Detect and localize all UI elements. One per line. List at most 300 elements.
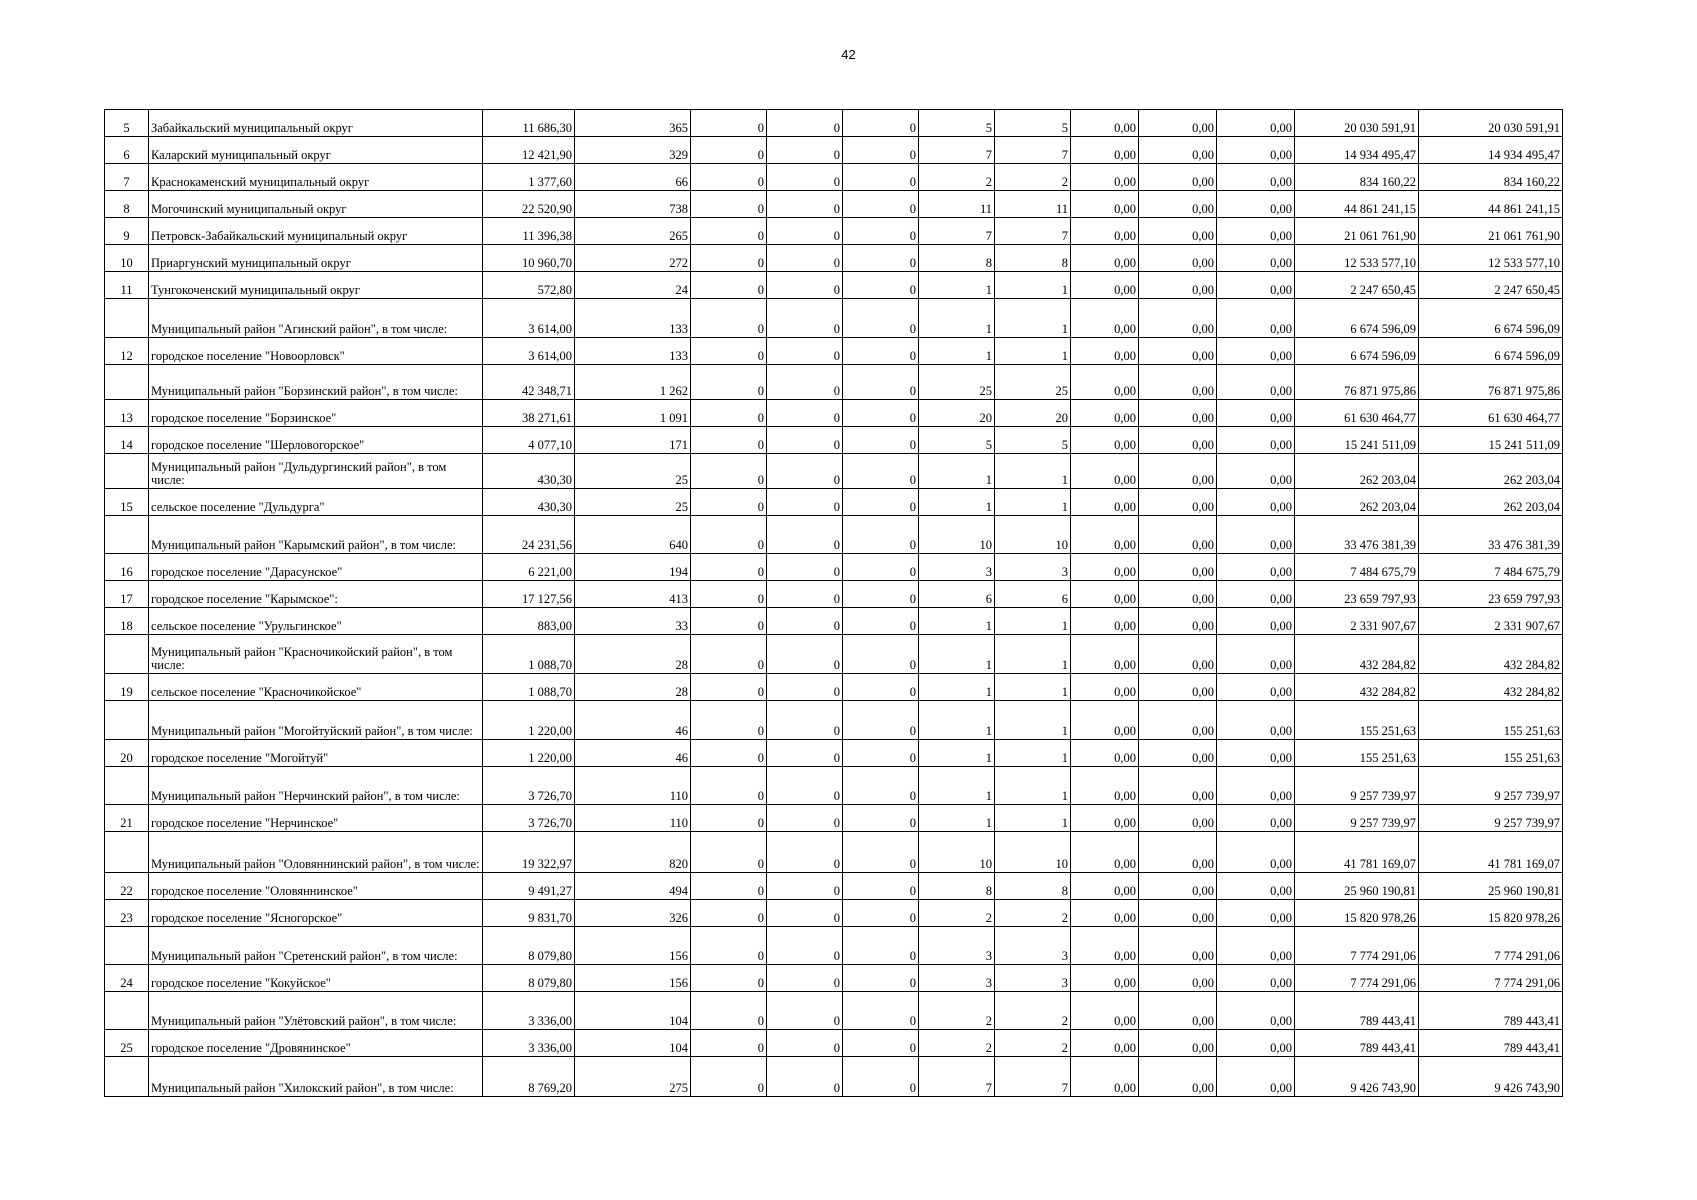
value-cell-6: 1 — [919, 701, 995, 740]
value-cell-7: 1 — [995, 454, 1071, 489]
value-cell-11: 155 251,63 — [1295, 701, 1419, 740]
value-cell-4: 0 — [767, 701, 843, 740]
row-number: 11 — [105, 272, 149, 299]
row-number: 8 — [105, 191, 149, 218]
value-cell-12: 9 426 743,90 — [1419, 1057, 1563, 1097]
value-cell-1: 11 396,38 — [483, 218, 575, 245]
value-cell-11: 20 030 591,91 — [1295, 110, 1419, 137]
value-cell-10: 0,00 — [1217, 299, 1295, 338]
value-cell-8: 0,00 — [1071, 191, 1139, 218]
row-number: 18 — [105, 608, 149, 635]
value-cell-6: 25 — [919, 365, 995, 400]
value-cell-8: 0,00 — [1071, 245, 1139, 272]
value-cell-1: 24 231,56 — [483, 516, 575, 554]
row-number: 10 — [105, 245, 149, 272]
value-cell-3: 0 — [691, 992, 767, 1030]
value-cell-2: 272 — [575, 245, 691, 272]
value-cell-12: 262 203,04 — [1419, 454, 1563, 489]
value-cell-2: 494 — [575, 873, 691, 900]
value-cell-8: 0,00 — [1071, 1030, 1139, 1057]
municipality-name: городское поселение "Дровянинское" — [149, 1030, 483, 1057]
value-cell-9: 0,00 — [1139, 832, 1217, 873]
value-cell-6: 20 — [919, 400, 995, 427]
value-cell-2: 1 262 — [575, 365, 691, 400]
value-cell-7: 8 — [995, 245, 1071, 272]
value-cell-1: 3 726,70 — [483, 767, 575, 805]
row-number: 12 — [105, 338, 149, 365]
value-cell-7: 1 — [995, 272, 1071, 299]
value-cell-3: 0 — [691, 400, 767, 427]
value-cell-3: 0 — [691, 245, 767, 272]
row-number: 21 — [105, 805, 149, 832]
municipality-name: городское поселение "Оловяннинское" — [149, 873, 483, 900]
value-cell-11: 33 476 381,39 — [1295, 516, 1419, 554]
value-cell-7: 1 — [995, 338, 1071, 365]
value-cell-6: 2 — [919, 992, 995, 1030]
row-number: 22 — [105, 873, 149, 900]
value-cell-11: 262 203,04 — [1295, 454, 1419, 489]
value-cell-6: 7 — [919, 137, 995, 164]
table-body — [105, 110, 1563, 1097]
value-cell-9: 0,00 — [1139, 164, 1217, 191]
value-cell-1: 3 614,00 — [483, 299, 575, 338]
value-cell-7: 5 — [995, 110, 1071, 137]
value-cell-8: 0,00 — [1071, 164, 1139, 191]
municipality-name: Могочинский муниципальный округ — [149, 191, 483, 218]
value-cell-5: 0 — [843, 608, 919, 635]
value-cell-8: 0,00 — [1071, 489, 1139, 516]
value-cell-7: 7 — [995, 1057, 1071, 1097]
value-cell-8: 0,00 — [1071, 581, 1139, 608]
value-cell-2: 326 — [575, 900, 691, 927]
municipality-name: Приаргунский муниципальный округ — [149, 245, 483, 272]
value-cell-12: 432 284,82 — [1419, 635, 1563, 674]
value-cell-10: 0,00 — [1217, 674, 1295, 701]
value-cell-4: 0 — [767, 674, 843, 701]
value-cell-10: 0,00 — [1217, 554, 1295, 581]
value-cell-9: 0,00 — [1139, 701, 1217, 740]
value-cell-12: 155 251,63 — [1419, 740, 1563, 767]
value-cell-2: 640 — [575, 516, 691, 554]
row-number — [105, 992, 149, 1030]
value-cell-10: 0,00 — [1217, 454, 1295, 489]
value-cell-4: 0 — [767, 299, 843, 338]
value-cell-5: 0 — [843, 191, 919, 218]
value-cell-4: 0 — [767, 900, 843, 927]
value-cell-12: 155 251,63 — [1419, 701, 1563, 740]
value-cell-11: 2 247 650,45 — [1295, 272, 1419, 299]
value-cell-6: 1 — [919, 740, 995, 767]
value-cell-5: 0 — [843, 338, 919, 365]
row-number — [105, 767, 149, 805]
value-cell-3: 0 — [691, 900, 767, 927]
value-cell-12: 6 674 596,09 — [1419, 338, 1563, 365]
value-cell-9: 0,00 — [1139, 1057, 1217, 1097]
value-cell-9: 0,00 — [1139, 245, 1217, 272]
value-cell-11: 432 284,82 — [1295, 635, 1419, 674]
value-cell-5: 0 — [843, 245, 919, 272]
value-cell-8: 0,00 — [1071, 272, 1139, 299]
municipality-name: Муниципальный район "Агинский район", в том числе: — [149, 299, 483, 338]
value-cell-8: 0,00 — [1071, 1057, 1139, 1097]
table-row — [105, 927, 1563, 965]
municipality-name: Муниципальный район "Карымский район", в том числе: — [149, 516, 483, 554]
value-cell-2: 738 — [575, 191, 691, 218]
value-cell-5: 0 — [843, 1030, 919, 1057]
table-row — [105, 338, 1563, 365]
table-row — [105, 489, 1563, 516]
row-number: 5 — [105, 110, 149, 137]
value-cell-9: 0,00 — [1139, 965, 1217, 992]
value-cell-9: 0,00 — [1139, 489, 1217, 516]
value-cell-10: 0,00 — [1217, 873, 1295, 900]
value-cell-2: 133 — [575, 338, 691, 365]
value-cell-3: 0 — [691, 1030, 767, 1057]
value-cell-1: 1 088,70 — [483, 674, 575, 701]
value-cell-12: 25 960 190,81 — [1419, 873, 1563, 900]
value-cell-7: 1 — [995, 635, 1071, 674]
table-row — [105, 191, 1563, 218]
municipality-name: Муниципальный район "Нерчинский район", в том числе: — [149, 767, 483, 805]
value-cell-5: 0 — [843, 454, 919, 489]
value-cell-7: 25 — [995, 365, 1071, 400]
table-row — [105, 767, 1563, 805]
value-cell-4: 0 — [767, 873, 843, 900]
value-cell-7: 2 — [995, 900, 1071, 927]
table-row — [105, 272, 1563, 299]
value-cell-6: 5 — [919, 110, 995, 137]
row-number: 15 — [105, 489, 149, 516]
value-cell-1: 38 271,61 — [483, 400, 575, 427]
value-cell-8: 0,00 — [1071, 992, 1139, 1030]
table-row — [105, 1057, 1563, 1097]
value-cell-7: 3 — [995, 554, 1071, 581]
table-row — [105, 701, 1563, 740]
table-row — [105, 218, 1563, 245]
value-cell-6: 1 — [919, 299, 995, 338]
value-cell-3: 0 — [691, 554, 767, 581]
value-cell-9: 0,00 — [1139, 272, 1217, 299]
value-cell-10: 0,00 — [1217, 1030, 1295, 1057]
value-cell-12: 33 476 381,39 — [1419, 516, 1563, 554]
value-cell-1: 3 614,00 — [483, 338, 575, 365]
value-cell-4: 0 — [767, 740, 843, 767]
table-row — [105, 805, 1563, 832]
value-cell-4: 0 — [767, 137, 843, 164]
value-cell-10: 0,00 — [1217, 767, 1295, 805]
value-cell-5: 0 — [843, 832, 919, 873]
value-cell-9: 0,00 — [1139, 110, 1217, 137]
value-cell-4: 0 — [767, 581, 843, 608]
value-cell-3: 0 — [691, 581, 767, 608]
value-cell-5: 0 — [843, 516, 919, 554]
value-cell-9: 0,00 — [1139, 1030, 1217, 1057]
table-row — [105, 581, 1563, 608]
value-cell-4: 0 — [767, 164, 843, 191]
row-number: 20 — [105, 740, 149, 767]
value-cell-9: 0,00 — [1139, 635, 1217, 674]
value-cell-11: 15 820 978,26 — [1295, 900, 1419, 927]
value-cell-12: 789 443,41 — [1419, 992, 1563, 1030]
value-cell-10: 0,00 — [1217, 740, 1295, 767]
value-cell-11: 262 203,04 — [1295, 489, 1419, 516]
value-cell-2: 133 — [575, 299, 691, 338]
value-cell-2: 25 — [575, 454, 691, 489]
value-cell-2: 365 — [575, 110, 691, 137]
value-cell-7: 10 — [995, 832, 1071, 873]
value-cell-7: 3 — [995, 927, 1071, 965]
value-cell-8: 0,00 — [1071, 740, 1139, 767]
value-cell-1: 3 726,70 — [483, 805, 575, 832]
value-cell-1: 9 491,27 — [483, 873, 575, 900]
value-cell-1: 8 769,20 — [483, 1057, 575, 1097]
value-cell-12: 7 774 291,06 — [1419, 965, 1563, 992]
value-cell-11: 25 960 190,81 — [1295, 873, 1419, 900]
value-cell-12: 9 257 739,97 — [1419, 767, 1563, 805]
value-cell-12: 7 484 675,79 — [1419, 554, 1563, 581]
municipality-name: сельское поселение "Дульдурга" — [149, 489, 483, 516]
page-number: 42 — [841, 47, 856, 62]
row-number — [105, 365, 149, 400]
value-cell-8: 0,00 — [1071, 832, 1139, 873]
value-cell-3: 0 — [691, 965, 767, 992]
table-row — [105, 674, 1563, 701]
value-cell-7: 7 — [995, 137, 1071, 164]
value-cell-6: 2 — [919, 164, 995, 191]
value-cell-4: 0 — [767, 927, 843, 965]
value-cell-5: 0 — [843, 992, 919, 1030]
value-cell-10: 0,00 — [1217, 1057, 1295, 1097]
value-cell-3: 0 — [691, 674, 767, 701]
value-cell-5: 0 — [843, 299, 919, 338]
value-cell-9: 0,00 — [1139, 218, 1217, 245]
value-cell-8: 0,00 — [1071, 900, 1139, 927]
value-cell-1: 4 077,10 — [483, 427, 575, 454]
table-row — [105, 516, 1563, 554]
value-cell-8: 0,00 — [1071, 516, 1139, 554]
value-cell-2: 1 091 — [575, 400, 691, 427]
value-cell-9: 0,00 — [1139, 581, 1217, 608]
value-cell-7: 6 — [995, 581, 1071, 608]
value-cell-2: 28 — [575, 635, 691, 674]
value-cell-5: 0 — [843, 164, 919, 191]
value-cell-5: 0 — [843, 674, 919, 701]
value-cell-3: 0 — [691, 832, 767, 873]
value-cell-11: 76 871 975,86 — [1295, 365, 1419, 400]
municipality-name: Муниципальный район "Сретенский район", в том числе: — [149, 927, 483, 965]
row-number: 23 — [105, 900, 149, 927]
value-cell-11: 6 674 596,09 — [1295, 338, 1419, 365]
value-cell-10: 0,00 — [1217, 164, 1295, 191]
value-cell-2: 66 — [575, 164, 691, 191]
municipality-name: Тунгокоченский муниципальный округ — [149, 272, 483, 299]
value-cell-8: 0,00 — [1071, 701, 1139, 740]
municipality-name: городское поселение "Шерловогорское" — [149, 427, 483, 454]
value-cell-5: 0 — [843, 701, 919, 740]
table-row — [105, 427, 1563, 454]
value-cell-1: 6 221,00 — [483, 554, 575, 581]
value-cell-12: 14 934 495,47 — [1419, 137, 1563, 164]
value-cell-7: 7 — [995, 218, 1071, 245]
value-cell-7: 2 — [995, 1030, 1071, 1057]
value-cell-1: 3 336,00 — [483, 992, 575, 1030]
municipality-name: городское поселение "Борзинское" — [149, 400, 483, 427]
value-cell-3: 0 — [691, 608, 767, 635]
value-cell-3: 0 — [691, 191, 767, 218]
value-cell-11: 12 533 577,10 — [1295, 245, 1419, 272]
value-cell-7: 1 — [995, 805, 1071, 832]
value-cell-5: 0 — [843, 1057, 919, 1097]
value-cell-5: 0 — [843, 740, 919, 767]
table-row — [105, 137, 1563, 164]
value-cell-12: 15 820 978,26 — [1419, 900, 1563, 927]
value-cell-9: 0,00 — [1139, 299, 1217, 338]
value-cell-10: 0,00 — [1217, 608, 1295, 635]
value-cell-8: 0,00 — [1071, 218, 1139, 245]
value-cell-3: 0 — [691, 137, 767, 164]
value-cell-10: 0,00 — [1217, 489, 1295, 516]
value-cell-4: 0 — [767, 805, 843, 832]
row-number: 9 — [105, 218, 149, 245]
value-cell-5: 0 — [843, 400, 919, 427]
value-cell-5: 0 — [843, 581, 919, 608]
value-cell-11: 21 061 761,90 — [1295, 218, 1419, 245]
value-cell-1: 42 348,71 — [483, 365, 575, 400]
value-cell-12: 2 331 907,67 — [1419, 608, 1563, 635]
value-cell-6: 1 — [919, 805, 995, 832]
value-cell-4: 0 — [767, 1057, 843, 1097]
value-cell-6: 2 — [919, 1030, 995, 1057]
value-cell-3: 0 — [691, 927, 767, 965]
value-cell-5: 0 — [843, 365, 919, 400]
municipality-name: Петровск-Забайкальский муниципальный округ — [149, 218, 483, 245]
value-cell-1: 17 127,56 — [483, 581, 575, 608]
value-cell-10: 0,00 — [1217, 245, 1295, 272]
value-cell-8: 0,00 — [1071, 299, 1139, 338]
value-cell-1: 10 960,70 — [483, 245, 575, 272]
value-cell-8: 0,00 — [1071, 873, 1139, 900]
value-cell-11: 23 659 797,93 — [1295, 581, 1419, 608]
value-cell-1: 3 336,00 — [483, 1030, 575, 1057]
value-cell-2: 104 — [575, 1030, 691, 1057]
value-cell-2: 265 — [575, 218, 691, 245]
row-number — [105, 832, 149, 873]
value-cell-12: 7 774 291,06 — [1419, 927, 1563, 965]
value-cell-9: 0,00 — [1139, 400, 1217, 427]
table-row — [105, 832, 1563, 873]
row-number: 14 — [105, 427, 149, 454]
value-cell-12: 20 030 591,91 — [1419, 110, 1563, 137]
value-cell-5: 0 — [843, 767, 919, 805]
value-cell-4: 0 — [767, 767, 843, 805]
value-cell-1: 1 220,00 — [483, 701, 575, 740]
value-cell-4: 0 — [767, 635, 843, 674]
value-cell-12: 432 284,82 — [1419, 674, 1563, 701]
row-number: 17 — [105, 581, 149, 608]
value-cell-2: 275 — [575, 1057, 691, 1097]
value-cell-10: 0,00 — [1217, 516, 1295, 554]
value-cell-10: 0,00 — [1217, 427, 1295, 454]
value-cell-3: 0 — [691, 701, 767, 740]
table-row — [105, 635, 1563, 674]
row-number — [105, 516, 149, 554]
value-cell-2: 110 — [575, 805, 691, 832]
value-cell-1: 12 421,90 — [483, 137, 575, 164]
value-cell-8: 0,00 — [1071, 554, 1139, 581]
value-cell-10: 0,00 — [1217, 992, 1295, 1030]
value-cell-3: 0 — [691, 873, 767, 900]
table-row — [105, 1030, 1563, 1057]
value-cell-5: 0 — [843, 489, 919, 516]
value-cell-1: 8 079,80 — [483, 927, 575, 965]
value-cell-12: 2 247 650,45 — [1419, 272, 1563, 299]
value-cell-3: 0 — [691, 365, 767, 400]
table-row — [105, 400, 1563, 427]
value-cell-12: 23 659 797,93 — [1419, 581, 1563, 608]
value-cell-2: 46 — [575, 701, 691, 740]
value-cell-3: 0 — [691, 110, 767, 137]
value-cell-4: 0 — [767, 832, 843, 873]
value-cell-6: 3 — [919, 927, 995, 965]
value-cell-8: 0,00 — [1071, 927, 1139, 965]
value-cell-8: 0,00 — [1071, 635, 1139, 674]
value-cell-8: 0,00 — [1071, 338, 1139, 365]
table-row — [105, 554, 1563, 581]
value-cell-6: 1 — [919, 608, 995, 635]
value-cell-12: 15 241 511,09 — [1419, 427, 1563, 454]
value-cell-6: 10 — [919, 832, 995, 873]
value-cell-7: 1 — [995, 701, 1071, 740]
row-number: 6 — [105, 137, 149, 164]
value-cell-10: 0,00 — [1217, 581, 1295, 608]
value-cell-6: 2 — [919, 900, 995, 927]
value-cell-12: 41 781 169,07 — [1419, 832, 1563, 873]
value-cell-11: 9 257 739,97 — [1295, 805, 1419, 832]
value-cell-9: 0,00 — [1139, 674, 1217, 701]
value-cell-3: 0 — [691, 767, 767, 805]
value-cell-4: 0 — [767, 489, 843, 516]
value-cell-7: 2 — [995, 164, 1071, 191]
value-cell-6: 11 — [919, 191, 995, 218]
table-row — [105, 299, 1563, 338]
municipality-name: городское поселение "Могойтуй" — [149, 740, 483, 767]
data-table — [104, 109, 1563, 1097]
value-cell-12: 76 871 975,86 — [1419, 365, 1563, 400]
value-cell-1: 430,30 — [483, 454, 575, 489]
value-cell-7: 1 — [995, 740, 1071, 767]
municipality-name: сельское поселение "Красночикойское" — [149, 674, 483, 701]
value-cell-5: 0 — [843, 554, 919, 581]
value-cell-5: 0 — [843, 805, 919, 832]
value-cell-9: 0,00 — [1139, 740, 1217, 767]
value-cell-4: 0 — [767, 338, 843, 365]
value-cell-12: 834 160,22 — [1419, 164, 1563, 191]
value-cell-3: 0 — [691, 218, 767, 245]
value-cell-11: 2 331 907,67 — [1295, 608, 1419, 635]
value-cell-11: 6 674 596,09 — [1295, 299, 1419, 338]
row-number: 19 — [105, 674, 149, 701]
value-cell-4: 0 — [767, 400, 843, 427]
value-cell-8: 0,00 — [1071, 400, 1139, 427]
value-cell-9: 0,00 — [1139, 365, 1217, 400]
value-cell-10: 0,00 — [1217, 900, 1295, 927]
value-cell-2: 28 — [575, 674, 691, 701]
municipality-name: Муниципальный район "Дульдургинский район", в том числе: — [149, 454, 483, 489]
value-cell-4: 0 — [767, 516, 843, 554]
value-cell-11: 834 160,22 — [1295, 164, 1419, 191]
value-cell-3: 0 — [691, 805, 767, 832]
value-cell-6: 7 — [919, 1057, 995, 1097]
